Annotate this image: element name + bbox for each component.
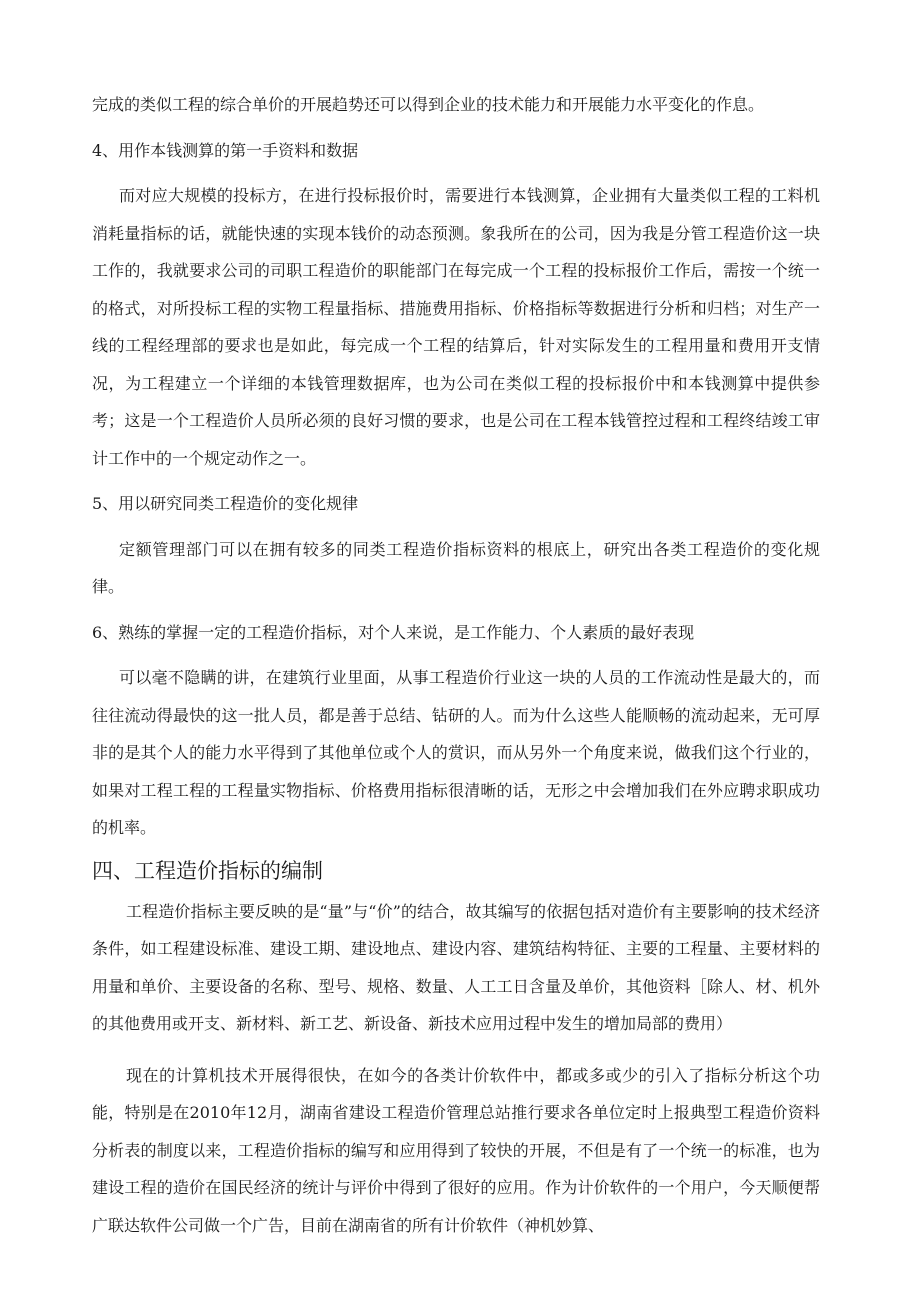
item-5-heading: 5、用以研究同类工程造价的变化规律 [92, 494, 359, 513]
section-4-paragraph-1: 工程造价指标主要反映的是“量”与“价”的结合，故其编写的依据包括对造价有主要影响的技术经济条件，如工程建设标准、建设工期、建设地点、建设内容、建筑结构特征、主要的工程量、主要材料的用量和单价、主要设备的名称、型号、规格、数量、人工工日含量及单价，其他资料［除人、材、机外的其他费用或开支、新材料、新工艺、新设备、新技术应用过程中发生的增加局部的费用） [92, 901, 820, 1033]
item-6-heading: 6、熟练的掌握一定的工程造价指标，对个人来说，是工作能力、个人素质的最好表现 [92, 622, 695, 642]
section-4-title: 四、工程造价指标的编制 [92, 858, 323, 883]
section-4-paragraph-2: 现在的计算机技术开展得很快，在如今的各类计价软件中，都或多或少的引入了指标分析这个功能，特别是在2010年12月，湖南省建设工程造价管理总站推行要求各单位定时上报典型工程造价资料分析表的制度以来，工程造价指标的编写和应用得到了较快的开展，不但是有了一个统一的标准，也为建设工程的造价在国民经济的统计与评价中得到了很好的应用。作为计价软件的一个用户，今天顺便帮广联达软件公司做一个广告，目前在湖南省的所有计价软件（神机妙算、 [92, 1065, 820, 1235]
item-5-paragraph: 定额管理部门可以在拥有较多的同类工程造价指标资料的根底上，研究出各类工程造价的变化规律。 [92, 539, 820, 596]
item-4-heading: 4、用作本钱测算的第一手资料和数据 [92, 140, 359, 160]
item-6-paragraph: 可以毫不隐瞒的讲，在建筑行业里面，从事工程造价行业这一块的人员的工作流动性是最大的，而往往流动得最快的这一批人员，都是善于总结、钻研的人。而为什么这些人能顺畅的流动起来，无可厚非的是其个人的能力水平得到了其他单位或个人的赏识，而从另外一个角度来说，做我们这个行业的，如果对工程工程的工程量实物指标、价格费用指标很清晰的话，无形之中会增加我们在外应聘求职成功的机率。 [92, 668, 820, 837]
continuation-paragraph: 完成的类似工程的综合单价的开展趋势还可以得到企业的技术能力和开展能力水平变化的作息。 [92, 95, 765, 114]
document-page [92, 86, 820, 1244]
item-4-paragraph: 而对应大规模的投标方，在进行投标报价时，需要进行本钱测算，企业拥有大量类似工程的工料机消耗量指标的话，就能快速的实现本钱价的动态预测。象我所在的公司，因为我是分管工程造价这一块工作的，我就要求公司的司职工程造价的职能部门在每完成一个工程的投标报价工作后，需按一个统一的格式，对所投标工程的实物工程量指标、措施费用指标、价格指标等数据进行分析和归档；对生产一线的工程经理部的要求也是如此，每完成一个工程的结算后，针对实际发生的工程用量和费用开支情况，为工程建立一个详细的本钱管理数据库，也为公司在类似工程的投标报价中和本钱测算中提供参考；这是一个工程造价人员所必须的良好习惯的要求，也是公司在工程本钱管控过程和工程终结竣工审计工作中的一个规定动作之一。 [92, 186, 820, 468]
